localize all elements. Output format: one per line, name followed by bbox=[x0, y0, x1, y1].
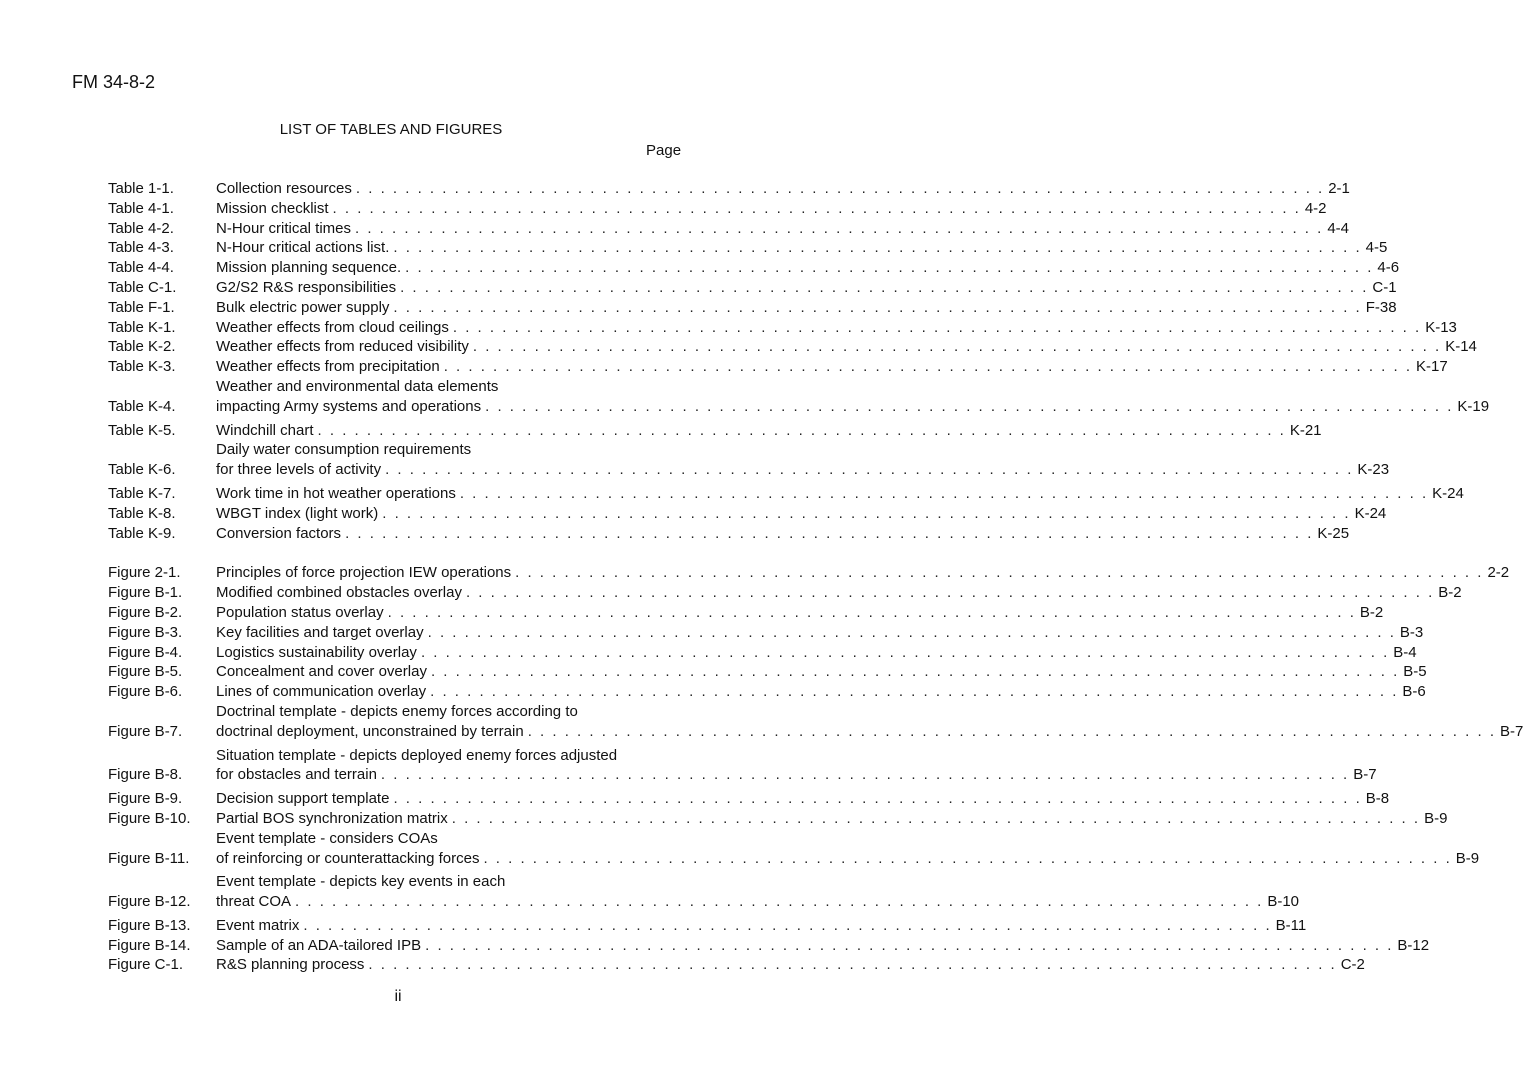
table-entry bbox=[108, 377, 1490, 417]
entry-title: Windchill chart bbox=[216, 421, 314, 439]
entry-title-line: Event template - depicts key events in each bbox=[216, 873, 506, 891]
entry-number: Table K-6. bbox=[108, 461, 176, 479]
toc-list bbox=[108, 179, 1524, 975]
entry-page: B-4 bbox=[1393, 643, 1417, 661]
table-entry bbox=[108, 524, 1350, 544]
entry-page: K-17 bbox=[1416, 358, 1448, 376]
entry-title: R&S planning process bbox=[216, 956, 365, 974]
entry-page: C-2 bbox=[1340, 956, 1365, 974]
entry-number: Figure B-5. bbox=[108, 663, 183, 681]
dot-leader bbox=[425, 936, 1393, 956]
entry-title: N-Hour critical times bbox=[216, 219, 352, 237]
entry-number: Figure B-7. bbox=[108, 722, 183, 740]
entry-page: B-6 bbox=[1402, 683, 1426, 701]
figure-entry bbox=[108, 563, 1510, 583]
entry-page: B-8 bbox=[1365, 790, 1390, 808]
entry-page: B-3 bbox=[1399, 623, 1424, 641]
entry-title: WBGT index (light work) bbox=[216, 504, 379, 522]
dot-leader bbox=[393, 298, 1361, 318]
figure-entry bbox=[108, 936, 1430, 956]
entry-title: for obstacles and terrain bbox=[216, 766, 377, 784]
dot-leader bbox=[356, 179, 1324, 199]
entry-number: Figure B-9. bbox=[108, 790, 183, 808]
entry-title-line: Doctrinal template - depicts enemy forces according to bbox=[216, 702, 578, 720]
entry-page: K-23 bbox=[1357, 461, 1390, 479]
entry-page: K-24 bbox=[1354, 504, 1387, 522]
table-entry bbox=[108, 298, 1397, 318]
entry-title: Work time in hot weather operations bbox=[216, 484, 456, 502]
figure-entry bbox=[108, 789, 1390, 809]
page-title: LIST OF TABLES AND FIGURES bbox=[279, 121, 503, 138]
dot-leader bbox=[368, 955, 1336, 975]
figure-entry bbox=[108, 872, 1300, 912]
dot-leader bbox=[428, 623, 1396, 643]
entry-number: Figure B-14. bbox=[108, 936, 191, 954]
entry-number: Figure B-4. bbox=[108, 643, 183, 661]
entry-number: Table K-1. bbox=[108, 318, 176, 336]
dot-leader bbox=[515, 563, 1483, 583]
dot-leader bbox=[485, 397, 1453, 417]
entry-number: Table K-4. bbox=[108, 397, 176, 415]
entry-title: Weather effects from reduced visibility bbox=[216, 338, 469, 356]
entry-title: Population status overlay bbox=[216, 603, 384, 621]
figure-entry bbox=[108, 809, 1448, 829]
entry-page: K-13 bbox=[1425, 318, 1457, 336]
dot-leader bbox=[382, 504, 1350, 524]
figure-entry bbox=[108, 916, 1307, 936]
entry-number: Figure B-1. bbox=[108, 584, 183, 602]
entry-number: Figure B-8. bbox=[108, 766, 183, 784]
table-entry bbox=[108, 357, 1448, 377]
table-entry bbox=[108, 484, 1464, 504]
entry-number: Table 4-1. bbox=[108, 199, 174, 217]
entry-page: B-2 bbox=[1438, 584, 1462, 602]
entry-number: Figure B-6. bbox=[108, 683, 183, 701]
entry-number: Table K-3. bbox=[108, 358, 176, 376]
figure-entry bbox=[108, 682, 1426, 702]
dot-leader bbox=[483, 849, 1451, 869]
entry-page: K-14 bbox=[1445, 338, 1477, 356]
table-entry bbox=[108, 199, 1327, 219]
entry-page: B-9 bbox=[1424, 809, 1448, 827]
entry-page: B-5 bbox=[1403, 663, 1427, 681]
entry-page: B-11 bbox=[1275, 916, 1307, 934]
dot-leader bbox=[473, 337, 1441, 357]
dot-leader bbox=[393, 789, 1361, 809]
entry-number: Table K-5. bbox=[108, 421, 176, 439]
entry-number: Figure B-13. bbox=[108, 916, 191, 934]
entry-page: 2-1 bbox=[1328, 180, 1350, 197]
dot-leader bbox=[421, 643, 1389, 663]
entry-number: Table 1-1. bbox=[108, 180, 174, 197]
entry-title: Sample of an ADA-tailored IPB bbox=[216, 936, 422, 954]
dot-leader bbox=[405, 258, 1373, 278]
entry-number: Figure B-3. bbox=[108, 623, 183, 641]
entry-title: Modified combined obstacles overlay bbox=[216, 584, 462, 602]
dot-leader bbox=[333, 199, 1301, 219]
figures-list bbox=[108, 563, 1524, 975]
entry-title: Concealment and cover overlay bbox=[216, 663, 427, 681]
entry-page: 2-2 bbox=[1487, 564, 1510, 582]
dot-leader bbox=[400, 278, 1368, 298]
entry-number: Table K-8. bbox=[108, 504, 176, 522]
entry-page: 4-2 bbox=[1304, 199, 1327, 217]
entry-page: 4-6 bbox=[1377, 259, 1400, 277]
entry-title-line: Daily water consumption requirements bbox=[216, 441, 472, 459]
figure-entry bbox=[108, 603, 1384, 623]
entry-title: N-Hour critical actions list. bbox=[216, 239, 390, 257]
entry-page: B-9 bbox=[1455, 849, 1480, 867]
figure-entry bbox=[108, 955, 1365, 975]
entry-title-line: Event template - considers COAs bbox=[216, 829, 438, 847]
table-entry bbox=[108, 440, 1390, 480]
entry-number: Table C-1. bbox=[108, 278, 177, 296]
entry-title: of reinforcing or counterattacking forces bbox=[216, 849, 480, 867]
dot-leader bbox=[444, 357, 1412, 377]
dot-leader bbox=[466, 583, 1434, 603]
entry-title: impacting Army systems and operations bbox=[216, 397, 482, 415]
dot-leader bbox=[318, 421, 1286, 441]
page-column-label: Page bbox=[646, 142, 682, 159]
entry-page: K-25 bbox=[1317, 524, 1350, 542]
figure-entry bbox=[108, 662, 1427, 682]
entry-title: Weather effects from precipitation bbox=[216, 358, 440, 376]
figure-entry bbox=[108, 746, 1377, 786]
entry-page: B-12 bbox=[1397, 936, 1430, 954]
table-entry bbox=[108, 238, 1388, 258]
entry-page: F-38 bbox=[1365, 298, 1397, 316]
entry-title: Lines of communication overlay bbox=[216, 683, 427, 701]
entry-page: B-7 bbox=[1499, 722, 1524, 740]
entry-title: Event matrix bbox=[216, 916, 300, 934]
dot-leader bbox=[453, 318, 1421, 338]
entry-number: Figure B-2. bbox=[108, 603, 183, 621]
entry-title-line: Weather and environmental data elements bbox=[216, 377, 499, 395]
entry-number: Figure B-11. bbox=[108, 849, 190, 867]
dot-leader bbox=[385, 460, 1353, 480]
entry-page: K-19 bbox=[1457, 397, 1490, 415]
entry-number: Table 4-3. bbox=[108, 239, 174, 257]
entry-title: Mission planning sequence. bbox=[216, 259, 402, 277]
dot-leader bbox=[345, 524, 1313, 544]
table-entry bbox=[108, 179, 1350, 199]
dot-leader bbox=[430, 682, 1398, 702]
entry-title: Mission checklist bbox=[216, 199, 329, 217]
entry-number: Figure B-12. bbox=[108, 893, 191, 911]
table-entry bbox=[108, 258, 1400, 278]
figure-entry bbox=[108, 829, 1480, 869]
dot-leader bbox=[528, 722, 1496, 742]
entry-page: K-24 bbox=[1432, 484, 1464, 502]
entry-title: Logistics sustainability overlay bbox=[216, 643, 417, 661]
entry-page: K-21 bbox=[1289, 421, 1322, 439]
entry-number: Table K-2. bbox=[108, 338, 176, 356]
tables-list bbox=[108, 179, 1490, 543]
dot-leader bbox=[452, 809, 1420, 829]
dot-leader bbox=[355, 219, 1323, 239]
entry-number: Table F-1. bbox=[108, 298, 175, 316]
table-entry bbox=[108, 318, 1457, 338]
figure-entry bbox=[108, 583, 1462, 603]
figure-entry bbox=[108, 643, 1417, 663]
entry-number: Table 4-2. bbox=[108, 219, 174, 237]
entry-title: Collection resources bbox=[216, 180, 352, 197]
dot-leader bbox=[388, 603, 1356, 623]
dot-leader bbox=[393, 238, 1361, 258]
entry-title: doctrinal deployment, unconstrained by terrain bbox=[216, 722, 524, 740]
entry-number: Table 4-4. bbox=[108, 259, 174, 277]
figure-entry bbox=[108, 702, 1524, 742]
entry-title-line: Situation template - depicts deployed enemy forces adjusted bbox=[216, 746, 618, 764]
entry-page: 4-4 bbox=[1327, 219, 1349, 237]
entry-page: 4-5 bbox=[1365, 239, 1388, 257]
entry-number: Table K-7. bbox=[108, 484, 176, 502]
entry-number: Figure 2-1. bbox=[108, 564, 181, 582]
dot-leader bbox=[303, 916, 1271, 936]
entry-title: Key facilities and target overlay bbox=[216, 623, 424, 641]
entry-title: Conversion factors bbox=[216, 524, 342, 542]
entry-page: B-2 bbox=[1359, 603, 1384, 621]
entry-title: threat COA bbox=[216, 893, 292, 911]
entry-title: Decision support template bbox=[216, 790, 390, 808]
table-entry bbox=[108, 421, 1322, 441]
table-entry bbox=[108, 337, 1477, 357]
dot-leader bbox=[431, 662, 1399, 682]
table-entry bbox=[108, 219, 1349, 239]
page-number: ii bbox=[394, 988, 402, 1005]
dot-leader bbox=[295, 892, 1263, 912]
entry-number: Figure B-10. bbox=[108, 809, 191, 827]
table-entry bbox=[108, 278, 1397, 298]
entry-title: G2/S2 R&S responsibilities bbox=[216, 278, 397, 296]
entry-title: for three levels of activity bbox=[216, 461, 382, 479]
entry-number: Figure C-1. bbox=[108, 956, 184, 974]
entry-page: B-7 bbox=[1353, 766, 1377, 784]
entry-title: Principles of force projection IEW operations bbox=[216, 564, 512, 582]
entry-title: Weather effects from cloud ceilings bbox=[216, 318, 449, 336]
document-id: FM 34-8-2 bbox=[72, 72, 156, 92]
entry-number: Table K-9. bbox=[108, 524, 176, 542]
figure-entry bbox=[108, 623, 1424, 643]
table-entry bbox=[108, 504, 1387, 524]
dot-leader bbox=[381, 765, 1349, 785]
entry-page: C-1 bbox=[1372, 278, 1397, 296]
entry-page: B-10 bbox=[1267, 893, 1300, 911]
entry-title: Partial BOS synchronization matrix bbox=[216, 809, 448, 827]
entry-title: Bulk electric power supply bbox=[216, 298, 390, 316]
dot-leader bbox=[460, 484, 1428, 504]
